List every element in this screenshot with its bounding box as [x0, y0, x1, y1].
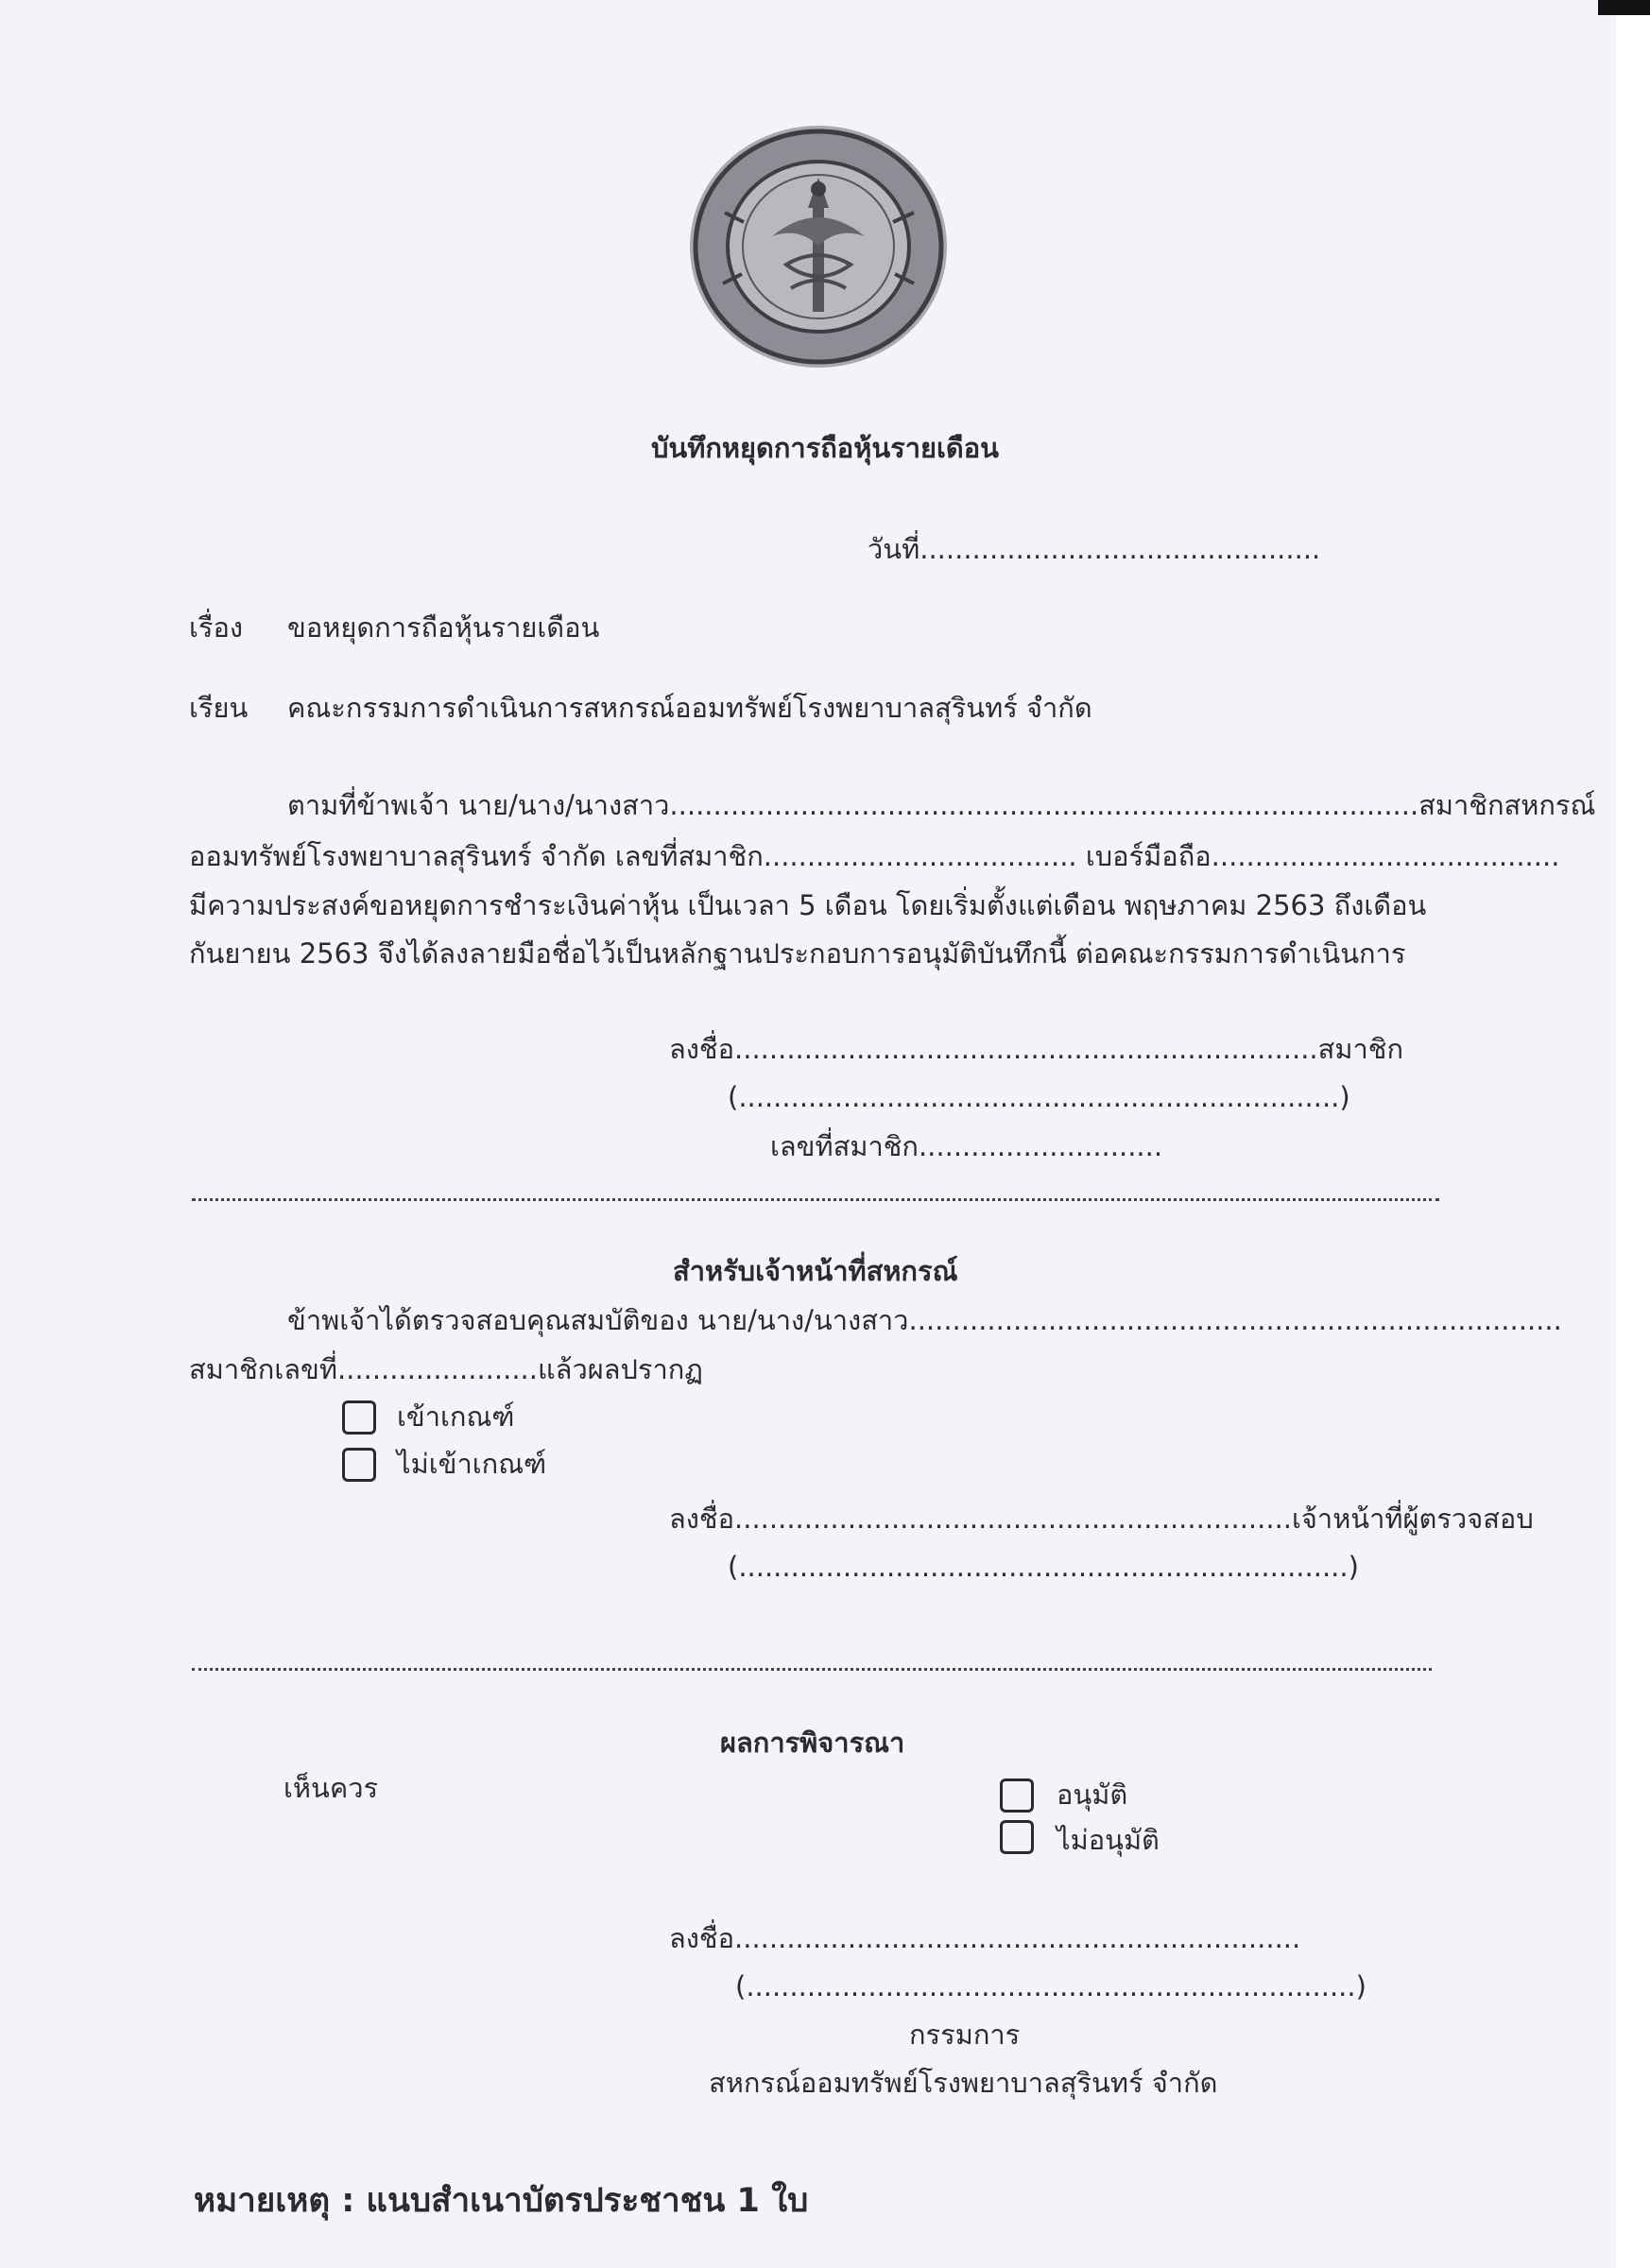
pass-checkbox[interactable] [342, 1400, 376, 1435]
officer-line-2: สมาชิกเลขที่.......................แล้วผลปรากฏ [189, 1353, 703, 1385]
body-line-1: ตามที่ข้าพเจ้า นาย/นาง/นางสาว......................................................................................สมาชิกสหกรณ์ [287, 789, 1596, 821]
reject-checkbox[interactable] [1000, 1820, 1034, 1854]
pass-label: เข้าเกณฑ์ [397, 1400, 515, 1433]
fail-checkbox[interactable] [342, 1448, 376, 1482]
body-line-3: มีความประสงค์ขอหยุดการชำระเงินค่าหุ้น เป็นเวลา 5 เดือน โดยเริ่มตั้งแต่เดือน พฤษภาคม 2563 ถึงเดือน [189, 889, 1427, 921]
section-divider-2 [192, 1668, 1432, 1671]
date-field: วันที่.............................................. [868, 533, 1321, 565]
page-edge [1616, 0, 1650, 2268]
subject-label: เรื่อง [189, 611, 244, 644]
scan-corner [1598, 0, 1650, 15]
reject-label: ไม่อนุมัติ [1057, 1824, 1160, 1856]
cooperative-seal-logo [687, 123, 950, 370]
committee-org: สหกรณ์ออมทรัพย์โรงพยาบาลสุรินทร์ จำกัด [709, 2067, 1218, 2099]
opinion-label: เห็นควร [284, 1772, 379, 1804]
member-signature-line: ลงชื่อ...................................................................สมาชิก [669, 1033, 1403, 1065]
officer-line-1: ข้าพเจ้าได้ตรวจสอบคุณสมบัติของ นาย/นาง/นางสาว........................................................................... [287, 1304, 1562, 1336]
officer-signature-line: ลงชื่อ................................................................เจ้าหน้าที่ผู้ตรวจสอบ [669, 1503, 1534, 1535]
committee-signature-line: ลงชื่อ................................................................. [669, 1922, 1301, 1954]
section-divider [192, 1198, 1439, 1201]
officer-name-line: (......................................................................) [728, 1551, 1359, 1583]
fail-label: ไม่เข้าเกณฑ์ [397, 1448, 547, 1480]
subject-text: ขอหยุดการถือหุ้นรายเดือน [287, 611, 600, 644]
approve-checkbox[interactable] [1000, 1778, 1034, 1813]
result-heading: ผลการพิจารณา [720, 1727, 905, 1759]
committee-name-line: (......................................................................) [735, 1970, 1366, 2002]
member-number-line: เลขที่สมาชิก............................ [770, 1130, 1163, 1162]
body-line-2: ออมทรัพย์โรงพยาบาลสุรินทร์ จำกัด เลขที่สมาชิก.................................... เบอร์มือถือ........................................ [189, 840, 1560, 872]
to-label: เรียน [189, 692, 249, 724]
to-text: คณะกรรมการดำเนินการสหกรณ์ออมทรัพย์โรงพยาบาลสุรินทร์ จำกัด [287, 692, 1092, 724]
body-line-4: กันยายน 2563 จึงได้ลงลายมือชื่อไว้เป็นหลักฐานประกอบการอนุมัติบันทึกนี้ ต่อคณะกรรมการดำเนินการ [189, 937, 1406, 970]
committee-role: กรรมการ [909, 2019, 1021, 2051]
member-name-line: (.....................................................................) [728, 1081, 1350, 1113]
officer-heading: สำหรับเจ้าหน้าที่สหกรณ์ [673, 1255, 958, 1287]
footnote: หมายเหตุ : แนบสำเนาบัตรประชาชน 1 ใบ [194, 2182, 809, 2220]
approve-label: อนุมัติ [1057, 1778, 1128, 1811]
document-title: บันทึกหยุดการถือหุ้นรายเดือน [650, 432, 1000, 464]
